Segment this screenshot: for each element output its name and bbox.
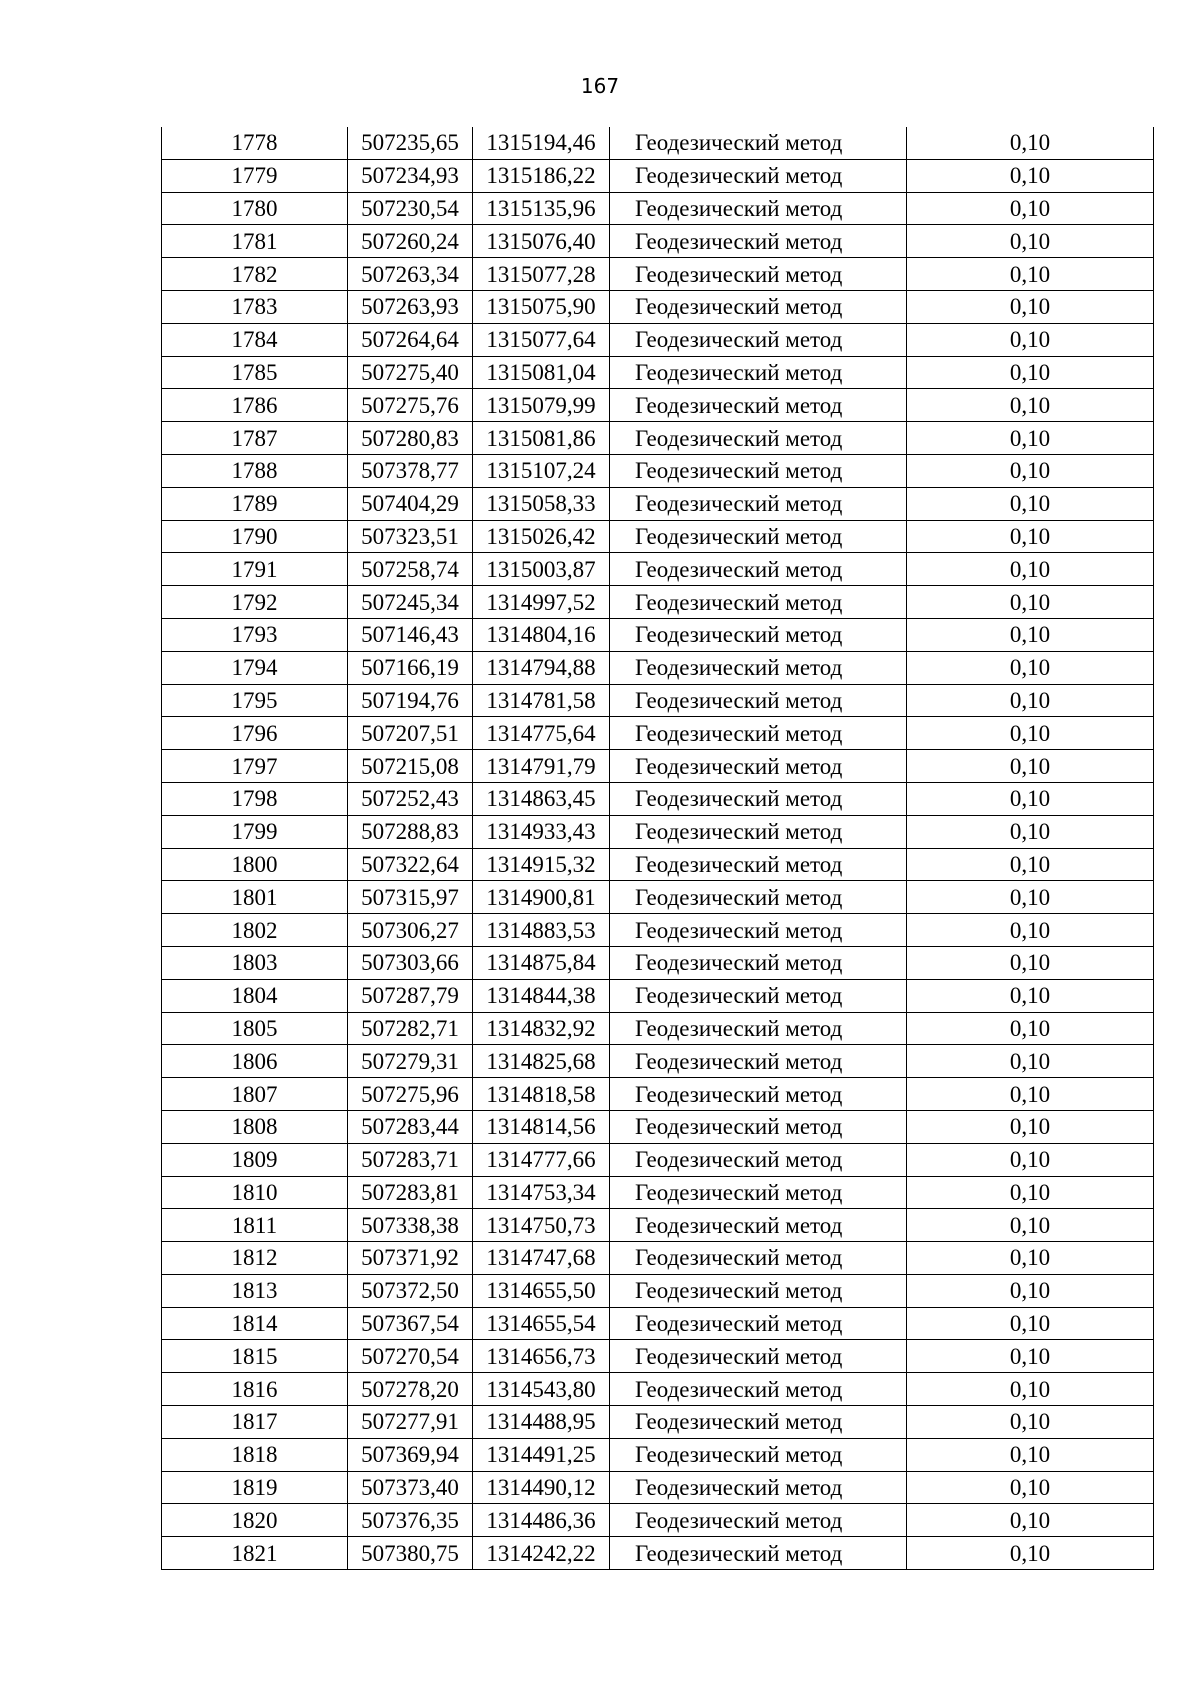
table-row [162,1307,1154,1340]
y-coordinate-cell: 1314875,84 [473,946,610,979]
table-row [162,914,1154,947]
x-coordinate-cell: 507380,75 [348,1537,473,1570]
page-number: 167 [580,74,620,98]
table-row [162,520,1154,553]
accuracy-cell: 0,10 [907,848,1154,881]
x-coordinate-cell: 507287,79 [348,979,473,1012]
y-coordinate-cell: 1314791,79 [473,750,610,783]
x-coordinate-cell: 507367,54 [348,1307,473,1340]
y-coordinate-cell: 1314491,25 [473,1438,610,1471]
method-cell: Геодезический метод [610,1110,907,1143]
point-number-cell: 1815 [162,1340,348,1373]
point-number-cell: 1799 [162,815,348,848]
y-coordinate-cell: 1314832,92 [473,1012,610,1045]
y-coordinate-cell: 1314543,80 [473,1373,610,1406]
point-number-cell: 1804 [162,979,348,1012]
point-number-cell: 1821 [162,1537,348,1570]
x-coordinate-cell: 507283,71 [348,1143,473,1176]
x-coordinate-cell: 507207,51 [348,717,473,750]
method-cell: Геодезический метод [610,1143,907,1176]
y-coordinate-cell: 1315135,96 [473,192,610,225]
point-number-cell: 1791 [162,553,348,586]
method-cell: Геодезический метод [610,618,907,651]
x-coordinate-cell: 507230,54 [348,192,473,225]
method-cell: Геодезический метод [610,1471,907,1504]
point-number-cell: 1780 [162,192,348,225]
method-cell: Геодезический метод [610,815,907,848]
accuracy-cell: 0,10 [907,1340,1154,1373]
method-cell: Геодезический метод [610,356,907,389]
y-coordinate-cell: 1315003,87 [473,553,610,586]
x-coordinate-cell: 507369,94 [348,1438,473,1471]
accuracy-cell: 0,10 [907,323,1154,356]
accuracy-cell: 0,10 [907,684,1154,717]
accuracy-cell: 0,10 [907,815,1154,848]
point-number-cell: 1778 [162,127,348,159]
y-coordinate-cell: 1314775,64 [473,717,610,750]
table-row [162,717,1154,750]
point-number-cell: 1787 [162,422,348,455]
accuracy-cell: 0,10 [907,225,1154,258]
table-row [162,848,1154,881]
method-cell: Геодезический метод [610,1373,907,1406]
method-cell: Геодезический метод [610,1307,907,1340]
point-number-cell: 1806 [162,1045,348,1078]
method-cell: Геодезический метод [610,454,907,487]
accuracy-cell: 0,10 [907,422,1154,455]
table-row [162,1471,1154,1504]
table-row [162,1537,1154,1570]
point-number-cell: 1781 [162,225,348,258]
point-number-cell: 1800 [162,848,348,881]
x-coordinate-cell: 507338,38 [348,1209,473,1242]
point-number-cell: 1812 [162,1242,348,1275]
point-number-cell: 1779 [162,159,348,192]
accuracy-cell: 0,10 [907,1537,1154,1570]
point-number-cell: 1811 [162,1209,348,1242]
method-cell: Геодезический метод [610,487,907,520]
accuracy-cell: 0,10 [907,1045,1154,1078]
table-row [162,651,1154,684]
x-coordinate-cell: 507194,76 [348,684,473,717]
x-coordinate-cell: 507306,27 [348,914,473,947]
y-coordinate-cell: 1315079,99 [473,389,610,422]
y-coordinate-cell: 1314844,38 [473,979,610,1012]
table-row [162,881,1154,914]
method-cell: Геодезический метод [610,1274,907,1307]
table-row [162,225,1154,258]
point-number-cell: 1793 [162,618,348,651]
coordinates-table-body [162,127,1154,1570]
table-row [162,815,1154,848]
point-number-cell: 1820 [162,1504,348,1537]
accuracy-cell: 0,10 [907,782,1154,815]
table-row [162,1438,1154,1471]
y-coordinate-cell: 1315026,42 [473,520,610,553]
x-coordinate-cell: 507258,74 [348,553,473,586]
point-number-cell: 1816 [162,1373,348,1406]
y-coordinate-cell: 1314818,58 [473,1078,610,1111]
point-number-cell: 1801 [162,881,348,914]
y-coordinate-cell: 1314490,12 [473,1471,610,1504]
x-coordinate-cell: 507270,54 [348,1340,473,1373]
x-coordinate-cell: 507404,29 [348,487,473,520]
y-coordinate-cell: 1314656,73 [473,1340,610,1373]
method-cell: Геодезический метод [610,881,907,914]
table-row [162,1340,1154,1373]
accuracy-cell: 0,10 [907,717,1154,750]
y-coordinate-cell: 1315076,40 [473,225,610,258]
x-coordinate-cell: 507277,91 [348,1406,473,1439]
method-cell: Геодезический метод [610,946,907,979]
y-coordinate-cell: 1315077,64 [473,323,610,356]
table-row [162,1504,1154,1537]
table-row [162,1110,1154,1143]
y-coordinate-cell: 1315075,90 [473,290,610,323]
y-coordinate-cell: 1314753,34 [473,1176,610,1209]
table-row [162,586,1154,619]
point-number-cell: 1796 [162,717,348,750]
table-row [162,356,1154,389]
method-cell: Геодезический метод [610,1078,907,1111]
x-coordinate-cell: 507166,19 [348,651,473,684]
y-coordinate-cell: 1314486,36 [473,1504,610,1537]
accuracy-cell: 0,10 [907,487,1154,520]
point-number-cell: 1785 [162,356,348,389]
y-coordinate-cell: 1314900,81 [473,881,610,914]
method-cell: Геодезический метод [610,1537,907,1570]
accuracy-cell: 0,10 [907,1110,1154,1143]
y-coordinate-cell: 1315194,46 [473,127,610,159]
point-number-cell: 1790 [162,520,348,553]
accuracy-cell: 0,10 [907,586,1154,619]
x-coordinate-cell: 507373,40 [348,1471,473,1504]
x-coordinate-cell: 507260,24 [348,225,473,258]
point-number-cell: 1794 [162,651,348,684]
method-cell: Геодезический метод [610,225,907,258]
accuracy-cell: 0,10 [907,1143,1154,1176]
method-cell: Геодезический метод [610,389,907,422]
point-number-cell: 1803 [162,946,348,979]
coordinates-table [161,127,1154,1570]
table-row [162,1143,1154,1176]
accuracy-cell: 0,10 [907,914,1154,947]
y-coordinate-cell: 1314814,56 [473,1110,610,1143]
accuracy-cell: 0,10 [907,1471,1154,1504]
point-number-cell: 1786 [162,389,348,422]
accuracy-cell: 0,10 [907,1078,1154,1111]
point-number-cell: 1810 [162,1176,348,1209]
method-cell: Геодезический метод [610,422,907,455]
table-row [162,946,1154,979]
x-coordinate-cell: 507263,93 [348,290,473,323]
x-coordinate-cell: 507283,81 [348,1176,473,1209]
table-row [162,1176,1154,1209]
table-row [162,1045,1154,1078]
point-number-cell: 1813 [162,1274,348,1307]
x-coordinate-cell: 507235,65 [348,127,473,159]
method-cell: Геодезический метод [610,159,907,192]
x-coordinate-cell: 507280,83 [348,422,473,455]
y-coordinate-cell: 1314781,58 [473,684,610,717]
x-coordinate-cell: 507215,08 [348,750,473,783]
point-number-cell: 1784 [162,323,348,356]
accuracy-cell: 0,10 [907,1373,1154,1406]
point-number-cell: 1809 [162,1143,348,1176]
y-coordinate-cell: 1314915,32 [473,848,610,881]
table-row [162,750,1154,783]
method-cell: Геодезический метод [610,1504,907,1537]
method-cell: Геодезический метод [610,127,907,159]
method-cell: Геодезический метод [610,848,907,881]
accuracy-cell: 0,10 [907,651,1154,684]
method-cell: Геодезический метод [610,651,907,684]
point-number-cell: 1805 [162,1012,348,1045]
x-coordinate-cell: 507323,51 [348,520,473,553]
point-number-cell: 1819 [162,1471,348,1504]
y-coordinate-cell: 1314794,88 [473,651,610,684]
x-coordinate-cell: 507303,66 [348,946,473,979]
x-coordinate-cell: 507146,43 [348,618,473,651]
accuracy-cell: 0,10 [907,1209,1154,1242]
accuracy-cell: 0,10 [907,979,1154,1012]
table-row [162,1078,1154,1111]
method-cell: Геодезический метод [610,979,907,1012]
accuracy-cell: 0,10 [907,1012,1154,1045]
accuracy-cell: 0,10 [907,1406,1154,1439]
table-row [162,159,1154,192]
table-row [162,290,1154,323]
table-row [162,1406,1154,1439]
accuracy-cell: 0,10 [907,520,1154,553]
method-cell: Геодезический метод [610,1242,907,1275]
point-number-cell: 1788 [162,454,348,487]
y-coordinate-cell: 1314777,66 [473,1143,610,1176]
table-row [162,684,1154,717]
accuracy-cell: 0,10 [907,1438,1154,1471]
method-cell: Геодезический метод [610,520,907,553]
x-coordinate-cell: 507234,93 [348,159,473,192]
accuracy-cell: 0,10 [907,159,1154,192]
x-coordinate-cell: 507275,40 [348,356,473,389]
x-coordinate-cell: 507252,43 [348,782,473,815]
method-cell: Геодезический метод [610,1340,907,1373]
x-coordinate-cell: 507378,77 [348,454,473,487]
accuracy-cell: 0,10 [907,192,1154,225]
accuracy-cell: 0,10 [907,127,1154,159]
method-cell: Геодезический метод [610,717,907,750]
method-cell: Геодезический метод [610,1209,907,1242]
accuracy-cell: 0,10 [907,1274,1154,1307]
accuracy-cell: 0,10 [907,389,1154,422]
x-coordinate-cell: 507245,34 [348,586,473,619]
table-row [162,454,1154,487]
table-row [162,618,1154,651]
table-row [162,389,1154,422]
table-row [162,553,1154,586]
x-coordinate-cell: 507322,64 [348,848,473,881]
table-row [162,127,1154,159]
accuracy-cell: 0,10 [907,290,1154,323]
table-row [162,323,1154,356]
x-coordinate-cell: 507372,50 [348,1274,473,1307]
accuracy-cell: 0,10 [907,618,1154,651]
table-row [162,487,1154,520]
y-coordinate-cell: 1314933,43 [473,815,610,848]
point-number-cell: 1798 [162,782,348,815]
x-coordinate-cell: 507279,31 [348,1045,473,1078]
accuracy-cell: 0,10 [907,1504,1154,1537]
y-coordinate-cell: 1315186,22 [473,159,610,192]
table-row [162,1209,1154,1242]
table-row [162,1373,1154,1406]
method-cell: Геодезический метод [610,684,907,717]
accuracy-cell: 0,10 [907,356,1154,389]
y-coordinate-cell: 1315081,04 [473,356,610,389]
accuracy-cell: 0,10 [907,1176,1154,1209]
x-coordinate-cell: 507288,83 [348,815,473,848]
x-coordinate-cell: 507275,96 [348,1078,473,1111]
method-cell: Геодезический метод [610,914,907,947]
point-number-cell: 1795 [162,684,348,717]
y-coordinate-cell: 1315081,86 [473,422,610,455]
point-number-cell: 1817 [162,1406,348,1439]
x-coordinate-cell: 507275,76 [348,389,473,422]
method-cell: Геодезический метод [610,553,907,586]
y-coordinate-cell: 1314242,22 [473,1537,610,1570]
y-coordinate-cell: 1314750,73 [473,1209,610,1242]
table-row [162,1242,1154,1275]
point-number-cell: 1783 [162,290,348,323]
method-cell: Геодезический метод [610,192,907,225]
point-number-cell: 1797 [162,750,348,783]
y-coordinate-cell: 1315058,33 [473,487,610,520]
x-coordinate-cell: 507315,97 [348,881,473,914]
y-coordinate-cell: 1314883,53 [473,914,610,947]
y-coordinate-cell: 1314655,50 [473,1274,610,1307]
accuracy-cell: 0,10 [907,881,1154,914]
y-coordinate-cell: 1315077,28 [473,258,610,291]
method-cell: Геодезический метод [610,323,907,356]
point-number-cell: 1782 [162,258,348,291]
point-number-cell: 1818 [162,1438,348,1471]
x-coordinate-cell: 507264,64 [348,323,473,356]
accuracy-cell: 0,10 [907,750,1154,783]
y-coordinate-cell: 1314863,45 [473,782,610,815]
x-coordinate-cell: 507282,71 [348,1012,473,1045]
table-row [162,192,1154,225]
accuracy-cell: 0,10 [907,258,1154,291]
method-cell: Геодезический метод [610,1012,907,1045]
y-coordinate-cell: 1314488,95 [473,1406,610,1439]
y-coordinate-cell: 1314825,68 [473,1045,610,1078]
point-number-cell: 1807 [162,1078,348,1111]
accuracy-cell: 0,10 [907,946,1154,979]
table-row [162,782,1154,815]
point-number-cell: 1814 [162,1307,348,1340]
accuracy-cell: 0,10 [907,1307,1154,1340]
x-coordinate-cell: 507283,44 [348,1110,473,1143]
method-cell: Геодезический метод [610,782,907,815]
y-coordinate-cell: 1314804,16 [473,618,610,651]
table-row [162,1274,1154,1307]
method-cell: Геодезический метод [610,750,907,783]
table-row [162,258,1154,291]
table-row [162,1012,1154,1045]
method-cell: Геодезический метод [610,290,907,323]
x-coordinate-cell: 507371,92 [348,1242,473,1275]
x-coordinate-cell: 507263,34 [348,258,473,291]
y-coordinate-cell: 1314747,68 [473,1242,610,1275]
table-row [162,979,1154,1012]
y-coordinate-cell: 1314655,54 [473,1307,610,1340]
method-cell: Геодезический метод [610,1045,907,1078]
method-cell: Геодезический метод [610,1438,907,1471]
method-cell: Геодезический метод [610,258,907,291]
y-coordinate-cell: 1315107,24 [473,454,610,487]
table-row [162,422,1154,455]
y-coordinate-cell: 1314997,52 [473,586,610,619]
accuracy-cell: 0,10 [907,454,1154,487]
point-number-cell: 1789 [162,487,348,520]
point-number-cell: 1802 [162,914,348,947]
method-cell: Геодезический метод [610,1406,907,1439]
point-number-cell: 1792 [162,586,348,619]
accuracy-cell: 0,10 [907,1242,1154,1275]
x-coordinate-cell: 507278,20 [348,1373,473,1406]
method-cell: Геодезический метод [610,586,907,619]
point-number-cell: 1808 [162,1110,348,1143]
method-cell: Геодезический метод [610,1176,907,1209]
x-coordinate-cell: 507376,35 [348,1504,473,1537]
accuracy-cell: 0,10 [907,553,1154,586]
